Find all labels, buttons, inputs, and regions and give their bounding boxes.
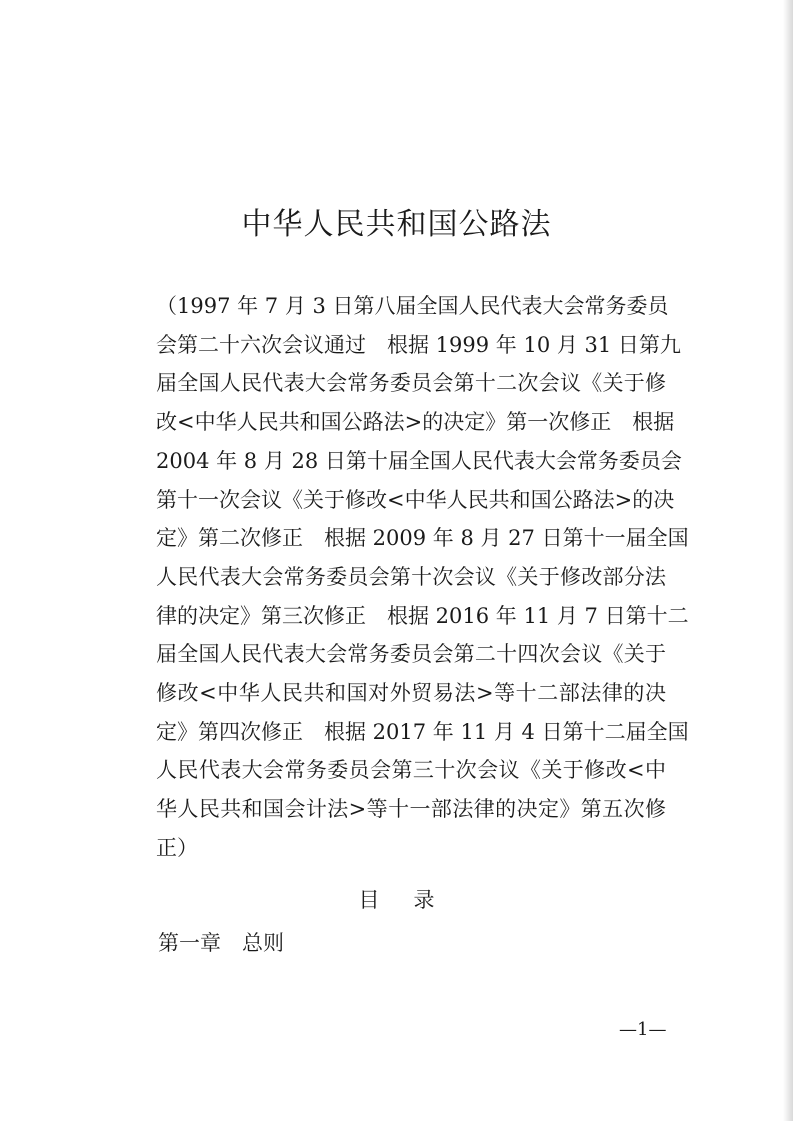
page-number: —1— xyxy=(619,1019,667,1040)
preamble-line: 华人民共和国会计法>等十一部法律的决定》第五次修 xyxy=(156,797,666,822)
preamble-line: 正） xyxy=(156,835,198,860)
preamble-line: 第十一次会议《关于修改<中华人民共和国公路法>的决 xyxy=(156,487,675,512)
preamble-line: 会第二十六次会议通过 根据 1999 年 10 月 31 日第九 xyxy=(156,332,681,357)
toc-heading-text: 目录 xyxy=(358,888,469,912)
document-title: 中华人民共和国公路法 xyxy=(241,207,552,242)
preamble-line: 人民代表大会常务委员会第十次会议《关于修改部分法 xyxy=(156,564,666,589)
page-edge-shadow xyxy=(783,0,793,1121)
preamble-line: 届全国人民代表大会常务委员会第十二次会议《关于修 xyxy=(156,371,666,396)
preamble-line: 届全国人民代表大会常务委员会第二十四次会议《关于 xyxy=(156,642,666,667)
preamble-line: 定》第四次修正 根据 2017 年 11 月 4 日第十二届全国 xyxy=(156,719,689,744)
legislative-history-preamble xyxy=(156,287,689,868)
preamble-line: 定》第二次修正 根据 2009 年 8 月 27 日第十一届全国 xyxy=(156,526,689,551)
preamble-line: 修改<中华人民共和国对外贸易法>等十二部法律的决 xyxy=(156,681,666,706)
preamble-line: 改<中华人民共和国公路法>的决定》第一次修正 根据 xyxy=(156,410,675,435)
preamble-line: 人民代表大会常务委员会第三十次会议《关于修改<中 xyxy=(156,758,666,783)
preamble-line: 律的决定》第三次修正 根据 2016 年 11 月 7 日第十二 xyxy=(156,603,689,628)
table-of-contents-heading xyxy=(0,885,793,915)
preamble-line: 2004 年 8 月 28 日第十届全国人民代表大会常务委员会 xyxy=(156,448,682,473)
toc-item-chapter-1: 第一章 总则 xyxy=(158,931,284,955)
preamble-line: （1997 年 7 月 3 日第八届全国人民代表大会常务委员 xyxy=(156,294,669,318)
